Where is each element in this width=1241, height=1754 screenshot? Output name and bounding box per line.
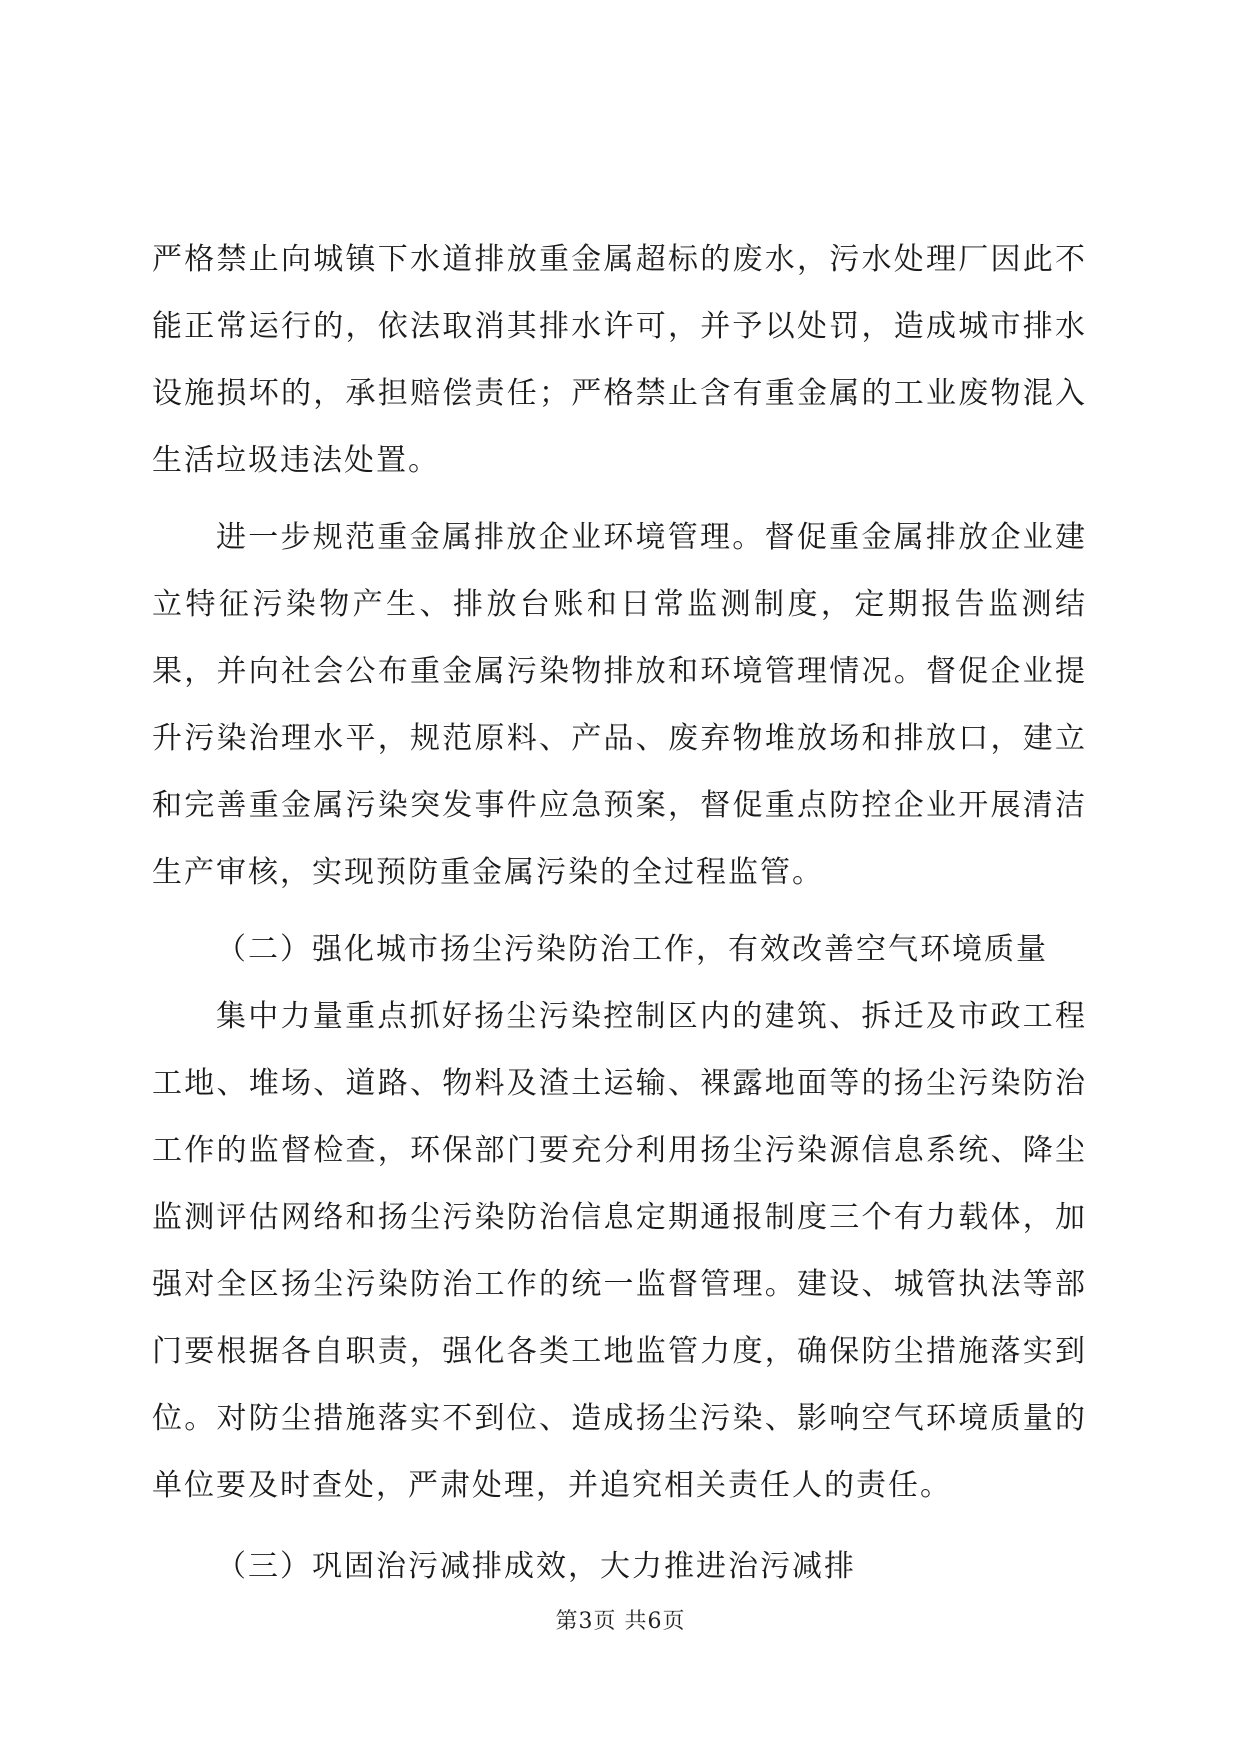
paragraph-dust-control: 集中力量重点抓好扬尘污染控制区内的建筑、拆迁及市政工程工地、堆场、道路、物料及渣土运输、裸露地面等的扬尘污染防治工作的监督检查，环保部门要充分利用扬尘污染源信息系统、降尘监测评估网络和扬尘污染防治信息定期通报制度三个有力载体，加强对全区扬尘污染防治工作的统一监督管理。建设、城管执法等部门要根据各自职责，强化各类工地监管力度，确保防尘措施落实到位。对防尘措施落实不到位、造成扬尘污染、影响空气环境质量的单位要及时查处，严肃处理，并追究相关责任人的责任。 xyxy=(152,999,1087,1503)
paragraph-enterprise-management: 进一步规范重金属排放企业环境管理。督促重金属排放企业建立特征污染物产生、排放台账和日常监测制度，定期报告监测结果，并向社会公布重金属污染物排放和环境管理情况。督促企业提升污染治理水平，规范原料、产品、废弃物堆放场和排放口，建立和完善重金属污染突发事件应急预案，督促重点防控企业开展清洁生产审核，实现预防重金属污染的全过程监管。 xyxy=(152,520,1087,890)
page-number-footer: 第3页 共6页 xyxy=(555,1609,686,1634)
section-heading-emission-reduction: （三）巩固治污减排成效，大力推进治污减排 xyxy=(216,1549,856,1584)
document-body xyxy=(152,226,1087,1600)
section-heading-dust-control: （二）强化城市扬尘污染防治工作，有效改善空气环境质量 xyxy=(216,932,1048,967)
paragraph-wastewater-rules: 严格禁止向城镇下水道排放重金属超标的废水，污水处理厂因此不能正常运行的，依法取消其排水许可，并予以处罚，造成城市排水设施损坏的，承担赔偿责任；严格禁止含有重金属的工业废物混入生活垃圾违法处置。 xyxy=(152,242,1087,478)
